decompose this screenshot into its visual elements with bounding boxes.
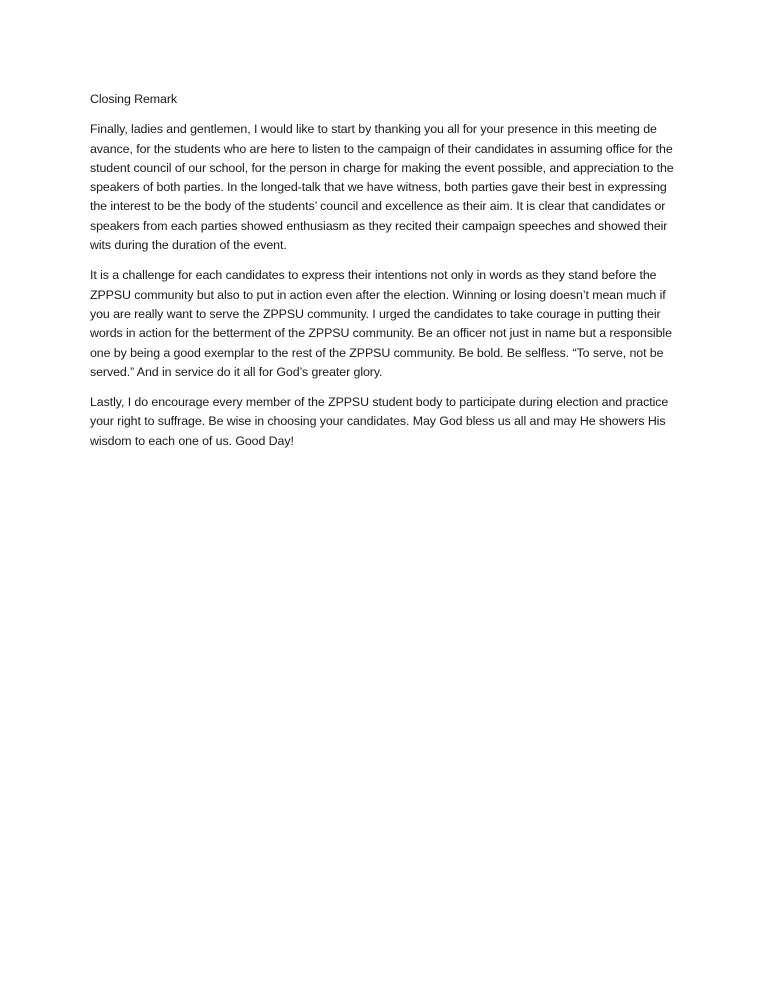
- document-heading: Closing Remark: [90, 92, 178, 106]
- paragraph-encouragement: Lastly, I do encourage every member of the ZPPSU student body to participate during election and practice your right to suffrage. Be wise in choosing your candidates. May God bless us all and may He showers His wisdom to each one of us. Good Day!: [90, 395, 669, 448]
- document-body: [90, 90, 685, 462]
- paragraph-challenge: It is a challenge for each candidates to express their intentions not only in words as they stand before the ZPPSU community but also to put in action even after the election. Winning or losing doesn’t mean much if you are really want to serve the ZPPSU community. I urged the candidates to take courage in putting their words in action for the betterment of the ZPPSU community. Be an officer not just in name but a responsible one by being a good exemplar to the rest of the ZPPSU community. Be bold. Be selfless. “To serve, not be served.” And in service do it all for God’s greater glory.: [90, 268, 672, 379]
- paragraph-thanks: Finally, ladies and gentlemen, I would like to start by thanking you all for your presence in this meeting de avance, for the students who are here to listen to the campaign of their candidates in assuming office for the student council of our school, for the person in charge for making the event possible, and appreciation to the speakers of both parties. In the longed-talk that we have witness, both parties gave their best in expressing the interest to be the body of the students’ council and excellence as their aim. It is clear that candidates or speakers from each parties showed enthusiasm as they recited their campaign speeches and showed their wits during the duration of the event.: [90, 122, 674, 253]
